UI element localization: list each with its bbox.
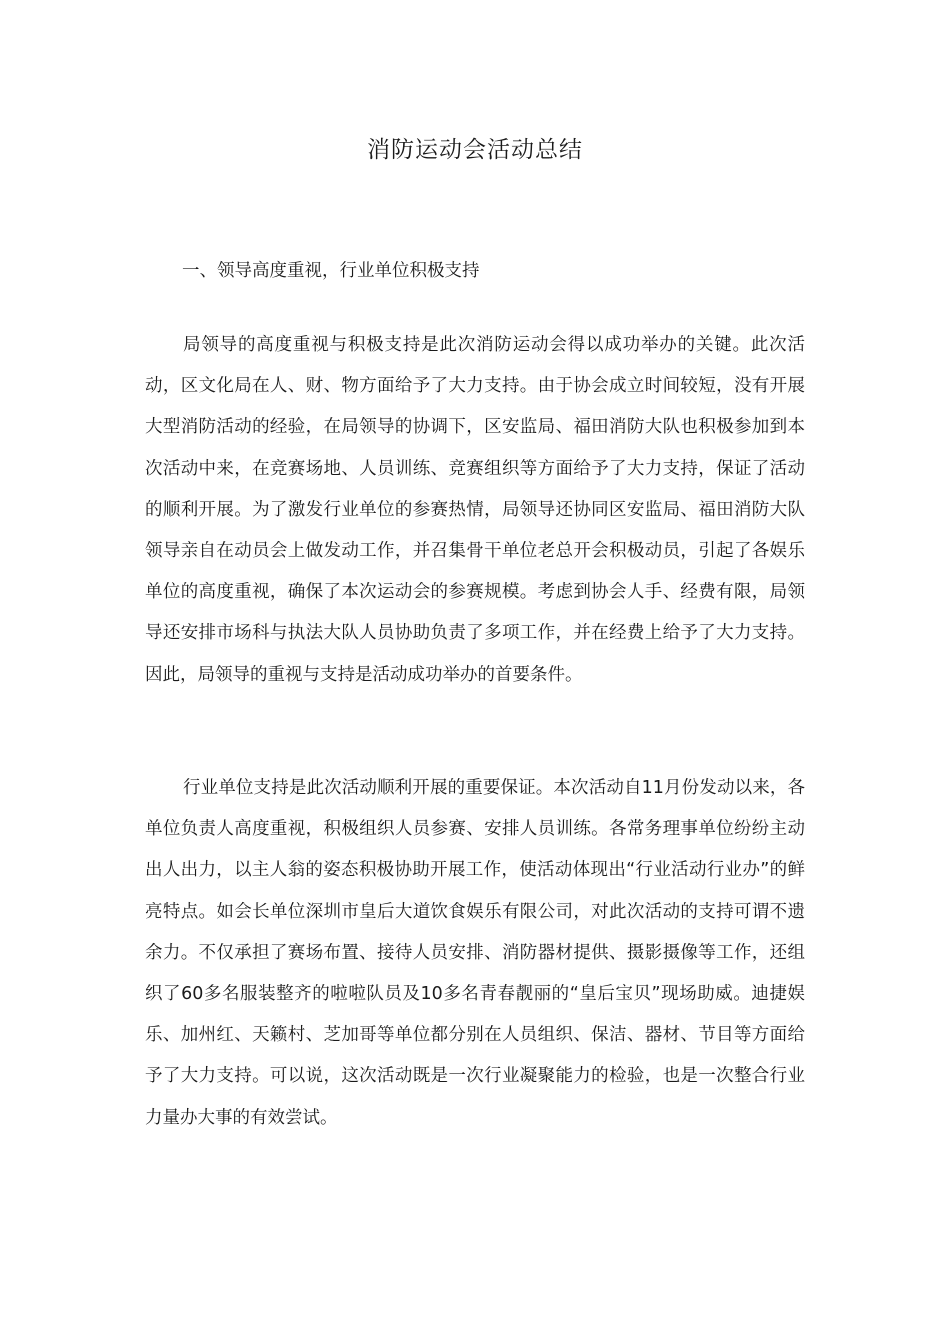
document-title: 消防运动会活动总结	[367, 137, 583, 163]
body-paragraph-2: 行业单位支持是此次活动顺利开展的重要保证。本次活动自11月份发动以来，各单位负责人高度重视，积极组织人员参赛、安排人员训练。各常务理事单位纷纷主动出人出力，以主人翁的姿态积极协助开展工作，使活动体现出“行业活动行业办”的鲜亮特点。如会长单位深圳市皇后大道饮食娱乐有限公司，对此次活动的支持可谓不遗余力。不仅承担了赛场布置、接待人员安排、消防器材提供、摄影摄像等工作，还组织了60多名服装整齐的啦啦队员及10多名青春靓丽的“皇后宝贝”现场助威。迪捷娱乐、加州红、天籁村、芝加哥等单位都分别在人员组织、保洁、器材、节目等方面给予了大力支持。可以说，这次活动既是一次行业凝聚能力的检验，也是一次整合行业力量办大事的有效尝试。	[145, 778, 805, 1128]
body-paragraph-1: 局领导的高度重视与积极支持是此次消防运动会得以成功举办的关键。此次活动，区文化局在人、财、物方面给予了大力支持。由于协会成立时间较短，没有开展大型消防活动的经验，在局领导的协调下，区安监局、福田消防大队也积极参加到本次活动中来，在竞赛场地、人员训练、竞赛组织等方面给予了大力支持，保证了活动的顺利开展。为了激发行业单位的参赛热情，局领导还协同区安监局、福田消防大队领导亲自在动员会上做发动工作，并召集骨干单位老总开会积极动员，引起了各娱乐单位的高度重视，确保了本次运动会的参赛规模。考虑到协会人手、经费有限，局领导还安排市场科与执法大队人员协助负责了多项工作，并在经费上给予了大力支持。因此，局领导的重视与支持是活动成功举办的首要条件。	[145, 335, 805, 685]
section-heading: 一、领导高度重视，行业单位积极支持	[182, 261, 480, 281]
